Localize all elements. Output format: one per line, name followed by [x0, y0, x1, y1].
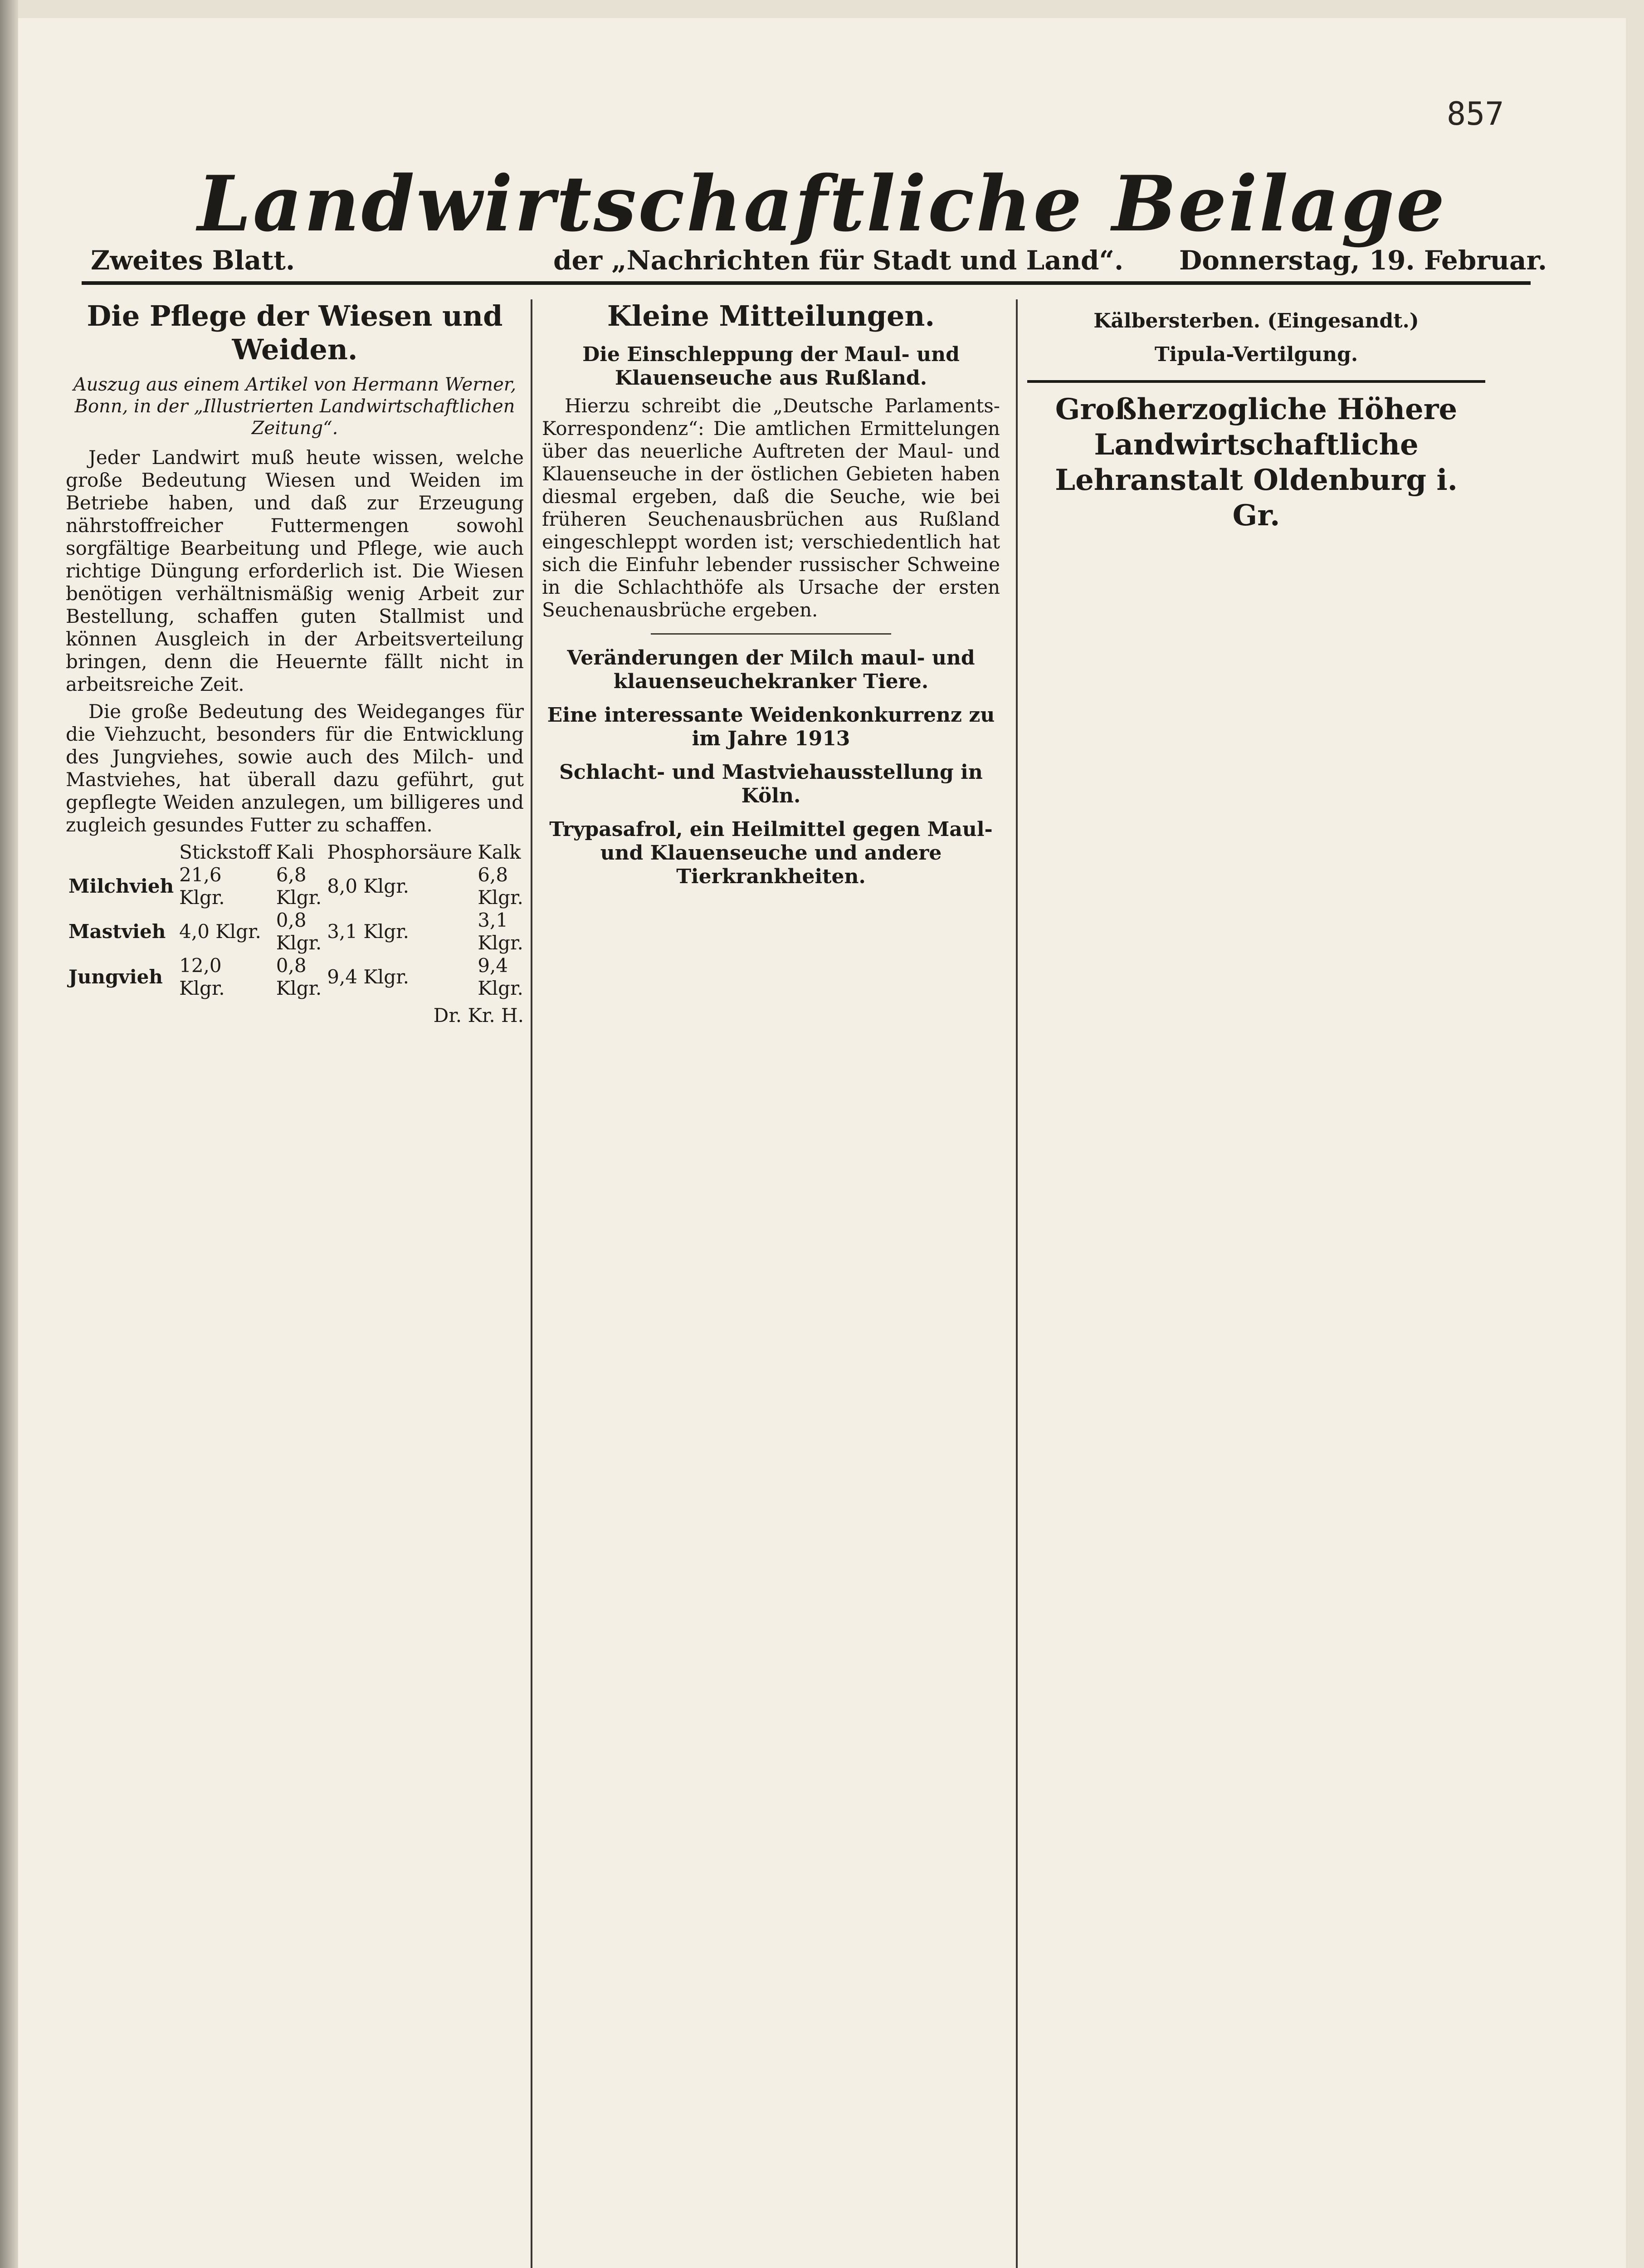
- table-cell: 9,4 Klgr.: [478, 954, 523, 999]
- column-1: [66, 299, 524, 1041]
- table-cell: 8,0 Klgr.: [327, 875, 409, 897]
- table-cell: Mastvieh: [68, 920, 166, 943]
- article-headline: Die Pflege der Wiesen und Weiden.: [87, 299, 503, 366]
- table-cell: 3,1 Klgr.: [478, 909, 523, 954]
- table-cell: Jungvieh: [68, 966, 163, 988]
- column-2: [542, 299, 1000, 893]
- table-header-cell: Phosphorsäure: [327, 841, 473, 863]
- article-subtitle: Auszug aus einem Artikel von Hermann Werner, Bonn, in der „Illustrierten Landwirtschaftlichen Zeitung“.: [73, 374, 517, 439]
- sheet-label: Zweites Blatt.: [91, 245, 295, 276]
- table-cell: 4,0 Klgr.: [179, 920, 261, 943]
- table-cell: 9,4 Klgr.: [327, 966, 409, 988]
- table-header-cell: [66, 841, 176, 864]
- paragraph: Hierzu schreibt die „Deutsche Parlaments-Korrespondenz“: Die amtlichen Ermittelungen über das neuerliche Auftreten der Maul- und Klauenseuche in der östlichen Gebieten haben diesmal ergeben, daß die Seuche, wie bei früheren Seuchenausbrüchen aus Rußland eingeschleppt worden ist; verschiedentlich hat sich die Einfuhr lebender russischer Schweine in die Schlachthöfe als Ursache der ersten Seuchenausbrüche ergeben.: [542, 395, 1000, 621]
- item-title: Die Einschleppung der Maul- und Klauenseuche aus Rußland.: [582, 343, 960, 390]
- newspaper-page: [18, 18, 1626, 2268]
- table-header-cell: Stickstoff: [179, 841, 271, 863]
- nutrient-table: [66, 841, 526, 1000]
- table-header-row: [66, 841, 526, 864]
- item-divider: [651, 633, 891, 635]
- table-cell: 0,8 Klgr.: [276, 954, 322, 999]
- table-cell: 3,1 Klgr.: [327, 920, 409, 943]
- table-row: [66, 954, 526, 1000]
- table-row: [66, 909, 526, 954]
- item-title: Tipula-Vertilgung.: [1154, 343, 1358, 366]
- table-cell: 12,0 Klgr.: [179, 954, 225, 999]
- article-signature: Dr. Kr. H.: [433, 1004, 524, 1026]
- page-number: 857: [1447, 95, 1504, 132]
- table-row: [66, 864, 526, 909]
- issue-date: Donnerstag, 19. Februar.: [1179, 245, 1547, 276]
- section-rule: [1027, 380, 1485, 383]
- page-edge: [0, 0, 18, 2268]
- item-title: Eine interessante Weidenkonkurrenz zu im Jahre 1913: [547, 704, 995, 750]
- table-cell: Milchvieh: [68, 875, 174, 897]
- paragraph: Die große Bedeutung des Weideganges für die Viehzucht, besonders für die Entwicklung des Jungviehes, sowie auch des Milch- und Mastviehes, hat überall dazu geführt, gut gepflegte Weiden anzulegen, um billigeres und zugleich gesundes Futter zu schaffen.: [66, 700, 524, 836]
- column-3: [1027, 299, 1485, 543]
- table-cell: 21,6 Klgr.: [179, 864, 225, 909]
- column-divider-2: [1016, 299, 1018, 2268]
- publication-label: der „Nachrichten für Stadt und Land“.: [553, 245, 1124, 276]
- paragraph: Jeder Landwirt muß heute wissen, welche große Bedeutung Wiesen und Weiden im Betriebe haben, und daß zur Erzeugung nährstoffreicher Futtermengen sowohl sorgfältige Bearbeitung und Pflege, wie auch richtige Düngung erforderlich ist. Die Wiesen benötigen verhältnismäßig wenig Arbeit zur Bestellung, schaffen guten Stallmist und können Ausgleich in der Arbeitsverteilung bringen, denn die Heuernte fällt nicht in arbeitsreiche Zeit.: [66, 446, 524, 695]
- table-cell: 6,8 Klgr.: [478, 864, 523, 909]
- table-cell: 0,8 Klgr.: [276, 909, 322, 954]
- item-title: Trypasafrol, ein Heilmittel gegen Maul- und Klauenseuche und andere Tierkrankheiten.: [549, 818, 993, 888]
- column-divider-1: [531, 299, 532, 2268]
- masthead-title: Landwirtschaftliche Beilage: [197, 159, 1447, 249]
- table-header-cell: Kali: [276, 841, 314, 863]
- section-headline: Kleine Mitteilungen.: [607, 299, 935, 332]
- item-title: Schlacht- und Mastviehausstellung in Köln.: [559, 761, 983, 807]
- table-cell: 6,8 Klgr.: [276, 864, 322, 909]
- section-headline: Großherzogliche Höhere Landwirtschaftliche Lehranstalt Oldenburg i. Gr.: [1055, 392, 1458, 533]
- table-header-cell: Kalk: [478, 841, 521, 863]
- item-title: Kälbersterben. (Eingesandt.): [1093, 309, 1419, 332]
- item-title: Veränderungen der Milch maul- und klauenseuchekranker Tiere.: [567, 646, 975, 693]
- masthead-rule: [82, 281, 1531, 285]
